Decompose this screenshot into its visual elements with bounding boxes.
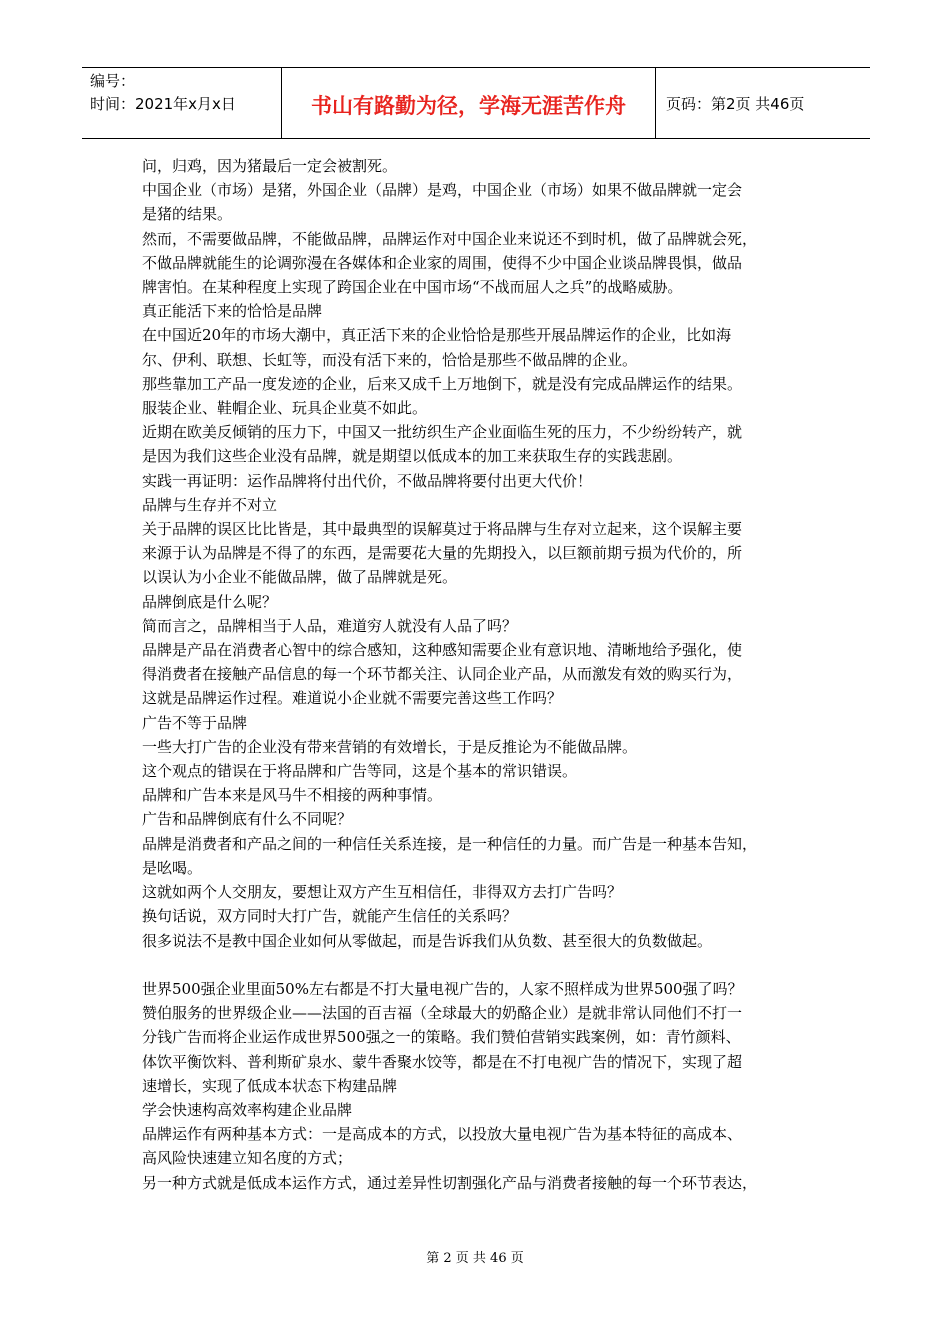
text-line: 这个观点的错误在于将品牌和广告等同，这是个基本的常识错误。 <box>142 762 578 781</box>
text-line: 是因为我们这些企业没有品牌，就是期望以低成本的加工来获取生存的实践悲剧。 <box>142 447 683 466</box>
text-line: 广告和品牌倒底有什么不同呢？ <box>142 810 353 829</box>
text-line: 分钱广告而将企业运作成世界500强之一的策略。我们赞伯营销实践案例，如：青竹颜料、 <box>142 1028 741 1047</box>
text-line: 实践一再证明：运作品牌将付出代价，不做品牌将要付出更大代价！ <box>142 471 593 490</box>
text-line: 尔、伊利、联想、长虹等，而没有活下来的，恰恰是那些不做品牌的企业。 <box>142 350 638 369</box>
text-line: 是吆喝。 <box>142 858 203 877</box>
text-line: 品牌是消费者和产品之间的一种信任关系连接，是一种信任的力量。而广告是一种基本告知， <box>142 834 758 853</box>
header-meta <box>82 68 282 138</box>
text-line: 来源于认为品牌是不得了的东西，是需要花大量的先期投入，以巨额前期亏损为代价的，所 <box>142 544 743 563</box>
text-line: 然而，不需要做品牌，不能做品牌，品牌运作对中国企业来说还不到时机，做了品牌就会死， <box>142 229 758 248</box>
text-line: 服装企业、鞋帽企业、玩具企业莫不如此。 <box>142 399 428 418</box>
text-line: 中国企业（市场）是猪，外国企业（品牌）是鸡，中国企业（市场）如果不做品牌就一定会 <box>142 181 743 200</box>
document-number-label: 编号： <box>90 72 136 90</box>
header-page-info: 页码：第2页 共46页 <box>666 94 805 113</box>
text-line: 那些靠加工产品一度发迹的企业，后来又成千上万地倒下，就是没有完成品牌运作的结果。 <box>142 374 743 393</box>
text-line: 以误认为小企业不能做品牌，做了品牌就是死。 <box>142 568 458 587</box>
text-line: 品牌倒底是什么呢？ <box>142 592 278 611</box>
text-line: 品牌是产品在消费者心智中的综合感知，这种感知需要企业有意识地、清晰地给予强化，使 <box>142 641 743 660</box>
text-line <box>142 953 822 977</box>
text-line: 牌害怕。在某种程度上实现了跨国企业在中国市场“不战而屈人之兵”的战略威胁。 <box>142 278 683 297</box>
text-line: 体饮平衡饮料、普利斯矿泉水、蒙牛香聚水饺等，都是在不打电视广告的情况下，实现了超 <box>142 1052 743 1071</box>
text-line: 高风险快速建立知名度的方式； <box>142 1149 353 1168</box>
text-line: 品牌和广告本来是风马牛不相接的两种事情。 <box>142 786 443 805</box>
text-line: 问，归鸡，因为猪最后一定会被割死。 <box>142 157 398 175</box>
text-line: 在中国近20年的市场大潮中，真正活下来的企业恰恰是那些开展品牌运作的企业，比如海 <box>142 326 732 345</box>
text-line: 一些大打广告的企业没有带来营销的有效增长，于是反推论为不能做品牌。 <box>142 737 638 756</box>
text-line: 品牌与生存并不对立 <box>142 495 278 514</box>
document-date: 时间：2021年x月x日 <box>90 95 236 113</box>
page-footer: 第 2 页 共 46 页 <box>426 1251 524 1266</box>
text-line: 另一种方式就是低成本运作方式，通过差异性切割强化产品与消费者接触的每一个环节表达， <box>142 1173 758 1192</box>
text-line: 这就如两个人交朋友，要想让双方产生互相信任，非得双方去打广告吗？ <box>142 883 623 902</box>
text-line: 速增长，实现了低成本状态下构建品牌 <box>142 1076 398 1095</box>
text-line: 关于品牌的误区比比皆是，其中最典型的误解莫过于将品牌与生存对立起来，这个误解主要 <box>142 520 743 539</box>
text-line: 广告不等于品牌 <box>142 713 248 732</box>
header-motto: 书山有路勤为径，学海无涯苦作舟 <box>282 68 656 138</box>
page-header <box>82 67 870 139</box>
text-line: 得消费者在接触产品信息的每一个环节都关注、认同企业产品，从而激发有效的购买行为， <box>142 665 743 684</box>
text-line: 简而言之，品牌相当于人品，难道穷人就没有人品了吗？ <box>142 616 518 635</box>
document-body <box>142 154 822 1195</box>
text-line: 品牌运作有两种基本方式：一是高成本的方式，以投放大量电视广告为基本特征的高成本、 <box>142 1125 743 1144</box>
text-line: 这就是品牌运作过程。难道说小企业就不需要完善这些工作吗？ <box>142 689 563 708</box>
text-line: 学会快速构高效率构建企业品牌 <box>142 1100 353 1119</box>
text-line: 近期在欧美反倾销的压力下，中国又一批纺织生产企业面临生死的压力，不少纷纷转产，就 <box>142 423 743 442</box>
text-line: 世界500强企业里面50%左右都是不打大量电视广告的，人家不照样成为世界500强了吗？ <box>142 979 743 998</box>
text-line: 不做品牌就能生的论调弥漫在各媒体和企业家的周围，使得不少中国企业谈品牌畏惧，做品 <box>142 253 743 272</box>
text-line: 真正能活下来的恰恰是品牌 <box>142 302 323 321</box>
text-line: 换句话说，双方同时大打广告，就能产生信任的关系吗？ <box>142 907 518 926</box>
text-line: 很多说法不是教中国企业如何从零做起，而是告诉我们从负数、甚至很大的负数做起。 <box>142 931 713 950</box>
text-line: 赞伯服务的世界级企业——法国的百吉福（全球最大的奶酪企业）是就非常认同他们不打一 <box>142 1004 743 1023</box>
text-line: 是猪的结果。 <box>142 205 233 224</box>
